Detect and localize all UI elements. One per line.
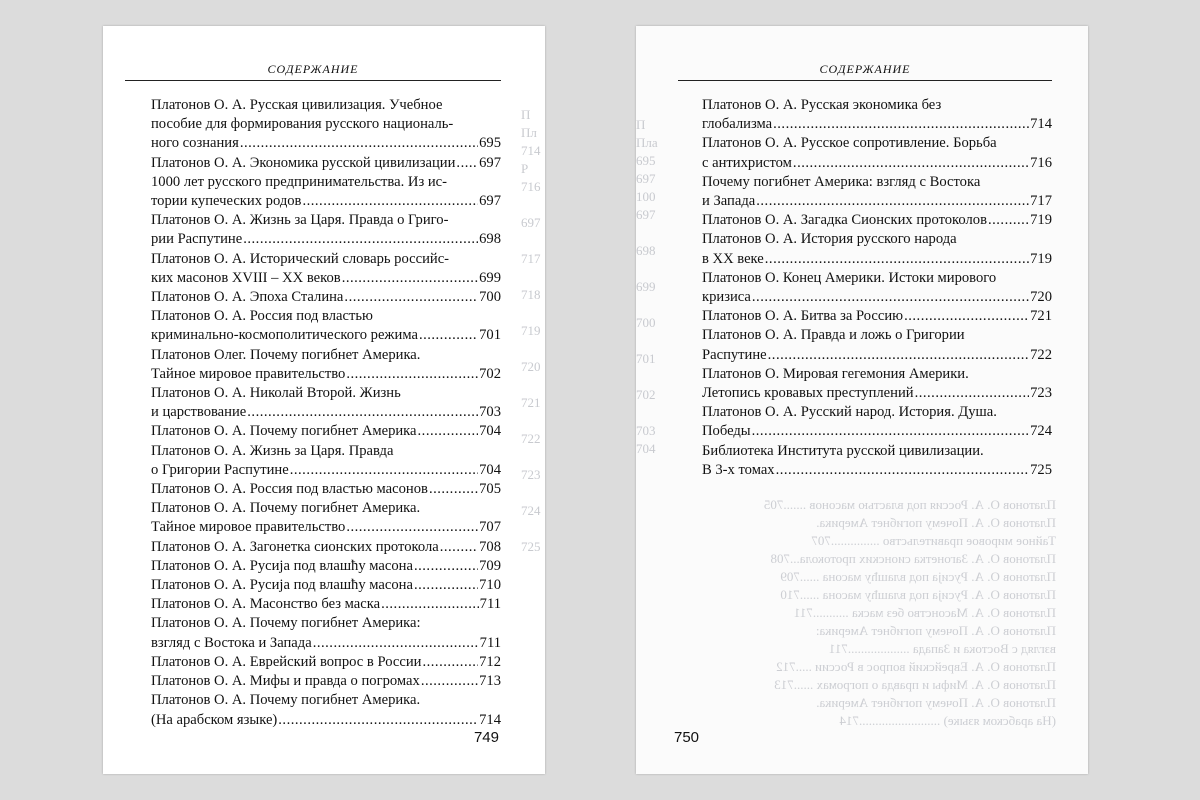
entry-title-line: Летопись кровавых преступлений	[702, 385, 914, 402]
entry-page-number: 716	[1030, 154, 1052, 171]
toc-entry	[702, 96, 1052, 134]
entry-title-line: Платонов О. А. Загонетка сионских протокола	[151, 538, 439, 555]
entry-title-line: рии Распутине	[151, 231, 243, 248]
entry-title-line: Платонов О. А. Русское сопротивление. Борьба	[702, 135, 997, 152]
page-header: СОДЕРЖАНИЕ	[125, 62, 501, 81]
entry-title-line: Платонов О. А. Жизнь за Царя. Правда	[151, 442, 394, 459]
entry-title-line: Платонов О. А. Исторический словарь российс-	[151, 250, 450, 267]
entry-title-line: Распутине	[702, 346, 767, 363]
entry-title-line: с антихристом	[702, 154, 792, 171]
dot-leader	[290, 461, 478, 480]
entry-title-line: Победы	[702, 423, 751, 440]
entry-title-line: Платонов О. Конец Америки. Истоки мирового	[702, 269, 997, 286]
dot-leader	[346, 518, 478, 537]
toc-entry	[151, 557, 501, 576]
show-through-text: Платонов О. А. Россия под властью масонов .......705 Платонов О. А. Почему погибнет Америка. Тайное мировое правительство ...............707 Платонов О. А. Загонетка сионских протокола...708 Платонов О. А. Русија под влашћу масона ......709 Платонов О. А. Русија под влашћу масона ......710 Платонов О. А. Масонство без маска ...........711 Платонов О. А. Почему погибнет Америка: взгляд с Востока и Запада ...................711 Платонов О. А. Еврейский вопрос в России .....712 Платонов О. А. Мифы и правда о погромах ......713 Платонов О. А. Почему погибнет Америка. (На арабском языке) .........................714	[763, 497, 1056, 728]
toc-entry	[702, 442, 1052, 480]
toc-entry	[151, 96, 501, 154]
entry-page-number: 711	[479, 634, 501, 651]
dot-leader	[419, 326, 478, 345]
entry-title-line: Платонов О. А. Русская экономика без	[702, 97, 942, 113]
dot-leader	[418, 422, 479, 441]
dot-leader	[756, 192, 1029, 211]
toc-entry	[151, 173, 501, 211]
entry-title-line: Платонов О. А. Битва за Россию	[702, 308, 904, 325]
entry-title-line: Почему погибнет Америка: взгляд с Востока	[702, 173, 981, 190]
entry-page-number: 707	[479, 519, 501, 536]
entry-title-line: Платонов О. А. Загадка Сионских протоколов	[702, 212, 987, 229]
entry-title-line: Платонов О. А. Правда и ложь о Григории	[702, 327, 965, 344]
toc-entry	[151, 154, 501, 173]
entry-title-line: Платонов О. А. Россия под властью масонов	[151, 481, 428, 498]
dot-leader	[302, 192, 478, 211]
toc-entry	[151, 614, 501, 652]
entry-page-number: 714	[479, 711, 501, 728]
entry-title-line: пособие для формирования русского националь-	[151, 116, 454, 133]
toc-entry	[151, 384, 501, 422]
page-number: 750	[674, 729, 700, 746]
dot-leader	[346, 365, 478, 384]
entry-title-line: Платонов О. А. Николай Второй. Жизнь	[151, 385, 401, 402]
entry-title-line: и Запада	[702, 193, 756, 210]
entry-title-line: Библиотека Института русской цивилизации.	[702, 442, 984, 459]
entry-page-number: 699	[479, 269, 501, 286]
entry-page-number: 717	[1030, 193, 1052, 210]
dot-leader	[456, 154, 478, 173]
entry-title-line: криминально-космополитического режима	[151, 327, 418, 344]
entry-page-number: 704	[479, 461, 501, 478]
entry-page-number: 723	[1030, 385, 1052, 402]
dot-leader	[752, 422, 1030, 441]
toc-entry	[151, 442, 501, 480]
entry-page-number: 713	[479, 673, 501, 690]
right-page	[636, 26, 1088, 774]
entry-title-line: 1000 лет русского предпринимательства. Из ис-	[151, 173, 447, 190]
entry-title-line: ного сознания	[151, 135, 239, 152]
dot-leader	[247, 403, 478, 422]
entry-page-number: 697	[479, 154, 501, 171]
toc-entry	[702, 307, 1052, 326]
dot-leader	[422, 653, 478, 672]
toc-entry	[151, 653, 501, 672]
dot-leader	[752, 288, 1029, 307]
dot-leader	[381, 595, 479, 614]
toc-entry	[702, 173, 1052, 211]
toc-entry	[151, 346, 501, 384]
entry-title-line: Платонов О. Мировая гегемония Америки.	[702, 365, 969, 382]
show-through-text: П Пла 695 697 100 697 698 699 700 701 702 703 704	[636, 117, 658, 456]
entry-title-line: Платонов О. А. Почему погибнет Америка.	[151, 692, 421, 709]
entry-page-number: 709	[479, 557, 501, 574]
dot-leader	[988, 211, 1029, 230]
entry-page-number: 705	[479, 481, 501, 498]
entry-page-number: 708	[479, 538, 501, 555]
entry-title-line: Платонов О. А. Эпоха Сталина	[151, 289, 344, 306]
dot-leader	[240, 134, 478, 153]
dot-leader	[313, 634, 479, 653]
entry-title-line: Платонов О. А. Русский народ. История. Душа.	[702, 404, 997, 421]
page-number: 749	[473, 729, 499, 746]
left-page	[103, 26, 545, 774]
entry-title-line: и царствование	[151, 404, 247, 421]
toc-entry	[151, 672, 501, 691]
entry-title-line: Тайное мировое правительство	[151, 519, 346, 536]
entry-title-line: Тайное мировое правительство	[151, 365, 346, 382]
entry-title-line: Платонов О. А. История русского народа	[702, 231, 957, 248]
toc-entry	[151, 595, 501, 614]
toc-entry	[151, 538, 501, 557]
entry-page-number: 702	[479, 365, 501, 382]
entry-page-number: 725	[1030, 461, 1052, 478]
dot-leader	[773, 115, 1029, 134]
entry-title-line: Платонов О. А. Почему погибнет Америка.	[151, 500, 421, 517]
dot-leader	[440, 538, 478, 557]
entry-page-number: 698	[479, 231, 501, 248]
entry-page-number: 724	[1030, 423, 1052, 440]
entry-page-number: 714	[1030, 116, 1052, 133]
entry-title-line: Платонов О. А. Экономика русской цивилизации	[151, 154, 456, 171]
entry-title-line: Платонов О. А. Россия под властью	[151, 308, 373, 325]
toc-entry	[702, 269, 1052, 307]
entry-title-line: Платонов О. А. Русија под влашћу масона	[151, 577, 413, 594]
toc-entry	[151, 480, 501, 499]
entry-title-line: о Григории Распутине	[151, 461, 289, 478]
dot-leader	[904, 307, 1029, 326]
entry-title-line: в XX веке	[702, 250, 764, 267]
entry-page-number: 701	[479, 327, 501, 344]
entry-page-number: 712	[479, 653, 501, 670]
dot-leader	[421, 672, 478, 691]
dot-leader	[344, 288, 478, 307]
toc-entry	[151, 250, 501, 288]
entry-page-number: 697	[479, 193, 501, 210]
dot-leader	[793, 154, 1029, 173]
toc-entry	[151, 307, 501, 345]
entry-title-line: ких масонов XVIII – XX веков	[151, 269, 341, 286]
entry-title-line: Платонов О. А. Русская цивилизация. Учебное	[151, 97, 443, 113]
entry-title-line: Платонов О. А. Почему погибнет Америка	[151, 423, 417, 440]
table-of-contents	[702, 96, 1052, 480]
entry-page-number: 700	[479, 289, 501, 306]
entry-title-line: Платонов Олег. Почему погибнет Америка.	[151, 346, 421, 363]
dot-leader	[414, 576, 478, 595]
entry-title-line: (На арабском языке)	[151, 711, 278, 728]
toc-entry	[702, 211, 1052, 230]
dot-leader	[414, 557, 478, 576]
toc-entry	[151, 211, 501, 249]
toc-entry	[151, 288, 501, 307]
dot-leader	[278, 711, 478, 730]
table-of-contents	[151, 96, 501, 730]
dot-leader	[429, 480, 478, 499]
entry-title-line: Платонов О. А. Масонство без маска	[151, 596, 381, 613]
toc-entry	[151, 691, 501, 729]
dot-leader	[342, 269, 478, 288]
entry-page-number: 719	[1030, 212, 1052, 229]
toc-entry	[702, 326, 1052, 364]
show-through-text: П Пл 714 Р 716 697 717 718 719 720 721 722 723 724 725	[521, 107, 541, 554]
entry-title-line: Платонов О. А. Жизнь за Царя. Правда о Григо-	[151, 212, 449, 229]
entry-title-line: тории купеческих родов	[151, 193, 302, 210]
entry-page-number: 695	[479, 135, 501, 152]
entry-title-line: Платонов О. А. Еврейский вопрос в России	[151, 653, 422, 670]
entry-page-number: 704	[479, 423, 501, 440]
toc-entry	[151, 499, 501, 537]
entry-title-line: В 3-х томах	[702, 461, 775, 478]
toc-entry	[702, 134, 1052, 172]
entry-page-number: 720	[1030, 289, 1052, 306]
entry-page-number: 719	[1030, 250, 1052, 267]
entry-page-number: 711	[479, 596, 501, 613]
entry-title-line: глобализма	[702, 116, 773, 133]
dot-leader	[765, 250, 1029, 269]
entry-page-number: 710	[479, 577, 501, 594]
entry-page-number: 703	[479, 404, 501, 421]
toc-entry	[151, 422, 501, 441]
dot-leader	[776, 461, 1030, 480]
entry-title-line: Платонов О. А. Русија под влашћу масона	[151, 557, 413, 574]
entry-title-line: Платонов О. А. Почему погибнет Америка:	[151, 615, 421, 632]
entry-page-number: 722	[1030, 346, 1052, 363]
toc-entry	[702, 230, 1052, 268]
toc-entry	[702, 365, 1052, 403]
page-header: СОДЕРЖАНИЕ	[678, 62, 1052, 81]
entry-title-line: кризиса	[702, 289, 751, 306]
toc-entry	[702, 403, 1052, 441]
dot-leader	[768, 346, 1029, 365]
entry-page-number: 721	[1030, 308, 1052, 325]
dot-leader	[243, 230, 478, 249]
entry-title-line: взгляд с Востока и Запада	[151, 634, 312, 651]
dot-leader	[915, 384, 1030, 403]
entry-title-line: Платонов О. А. Мифы и правда о погромах	[151, 673, 420, 690]
toc-entry	[151, 576, 501, 595]
